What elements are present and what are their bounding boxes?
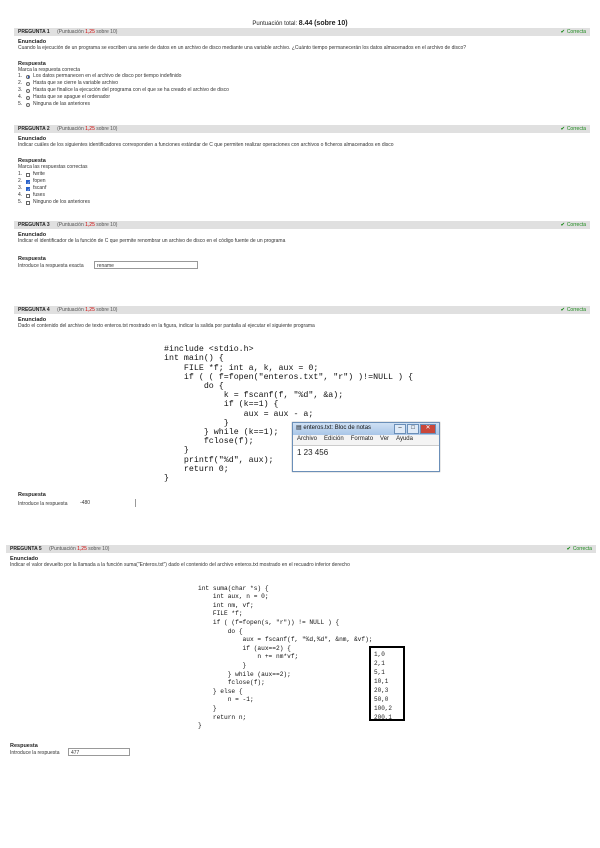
file-line: 100,2: [374, 705, 393, 712]
file-line: 20,3: [374, 687, 389, 694]
question-3-statement: Indicar el identificador de la función de C que permite renombrar un archivo de disco en el código fuente de un programa: [18, 238, 286, 244]
code-line: }: [164, 446, 189, 456]
code-line: }: [164, 418, 229, 428]
menu-item-formato[interactable]: Formato: [350, 436, 374, 443]
code-line: int main() {: [164, 354, 224, 364]
menu-item-ver[interactable]: Ver: [380, 436, 390, 443]
question-5-answer-heading: Respuesta: [10, 743, 38, 749]
code-line: } while (aux==2);: [198, 670, 291, 678]
close-icon[interactable]: ✕: [420, 424, 436, 434]
code-line: if (aux==2) {: [198, 644, 291, 652]
code-line: printf("%d", aux);: [164, 455, 274, 465]
option[interactable]: 1. fwrite: [18, 171, 45, 178]
notepad-title: enteros.txt: Bloc de notas: [303, 425, 372, 432]
question-5-points: (Puntuación 1,25 sobre 10): [49, 545, 110, 552]
question-1-statement-heading: Enunciado: [18, 39, 47, 45]
code-line: }: [198, 722, 202, 730]
check-icon: ✔: [560, 28, 565, 35]
question-5-statement: Indicar el valor devuelto por la llamada a la función suma("Enteros.txt") dado el contenido del archivo enteros.txt mostrado en el recuadro inferior derecho: [10, 562, 350, 568]
question-2-header: [14, 125, 590, 133]
question-1-header: [14, 28, 590, 36]
option[interactable]: 3. ✓ fscanf: [18, 185, 47, 192]
total-score-label: Puntuación total:: [252, 21, 298, 27]
radio-icon[interactable]: [26, 82, 30, 86]
question-3-instructions: Introduce la respuesta exacta: [18, 263, 84, 269]
notepad-titlebar: [293, 423, 439, 435]
option[interactable]: 4. Hasta que se apague el ordenador: [18, 94, 111, 101]
radio-selected-icon[interactable]: [26, 75, 30, 79]
menu-item-archivo[interactable]: Archivo: [297, 436, 318, 443]
question-5-status: ✔ Correcta: [566, 545, 592, 552]
code-line: } while (k==1);: [164, 428, 279, 438]
question-2-instructions: Marca las respuestas correctas: [18, 164, 88, 170]
question-3-answer-input[interactable]: rename: [94, 261, 198, 269]
maximize-icon[interactable]: □: [407, 424, 419, 434]
question-2-statement-heading: Enunciado: [18, 136, 47, 142]
question-3-status: ✔ Correcta: [560, 221, 586, 228]
question-2-options: [18, 171, 90, 206]
option[interactable]: 1. Los datos permanecen en el archivo de disco por tiempo indefinido: [18, 73, 182, 80]
code-line: FILE *f; int a, k, aux = 0;: [164, 363, 319, 373]
total-score-value: 8.44: [298, 20, 313, 27]
question-1-options: [18, 73, 229, 108]
checkbox-icon[interactable]: [26, 173, 30, 177]
file-line: 2,1: [374, 660, 385, 667]
menu-item-ayuda[interactable]: Ayuda: [396, 436, 413, 443]
code-line: FILE *f;: [198, 610, 243, 618]
checkbox-icon[interactable]: [26, 201, 30, 205]
question-5-statement-heading: Enunciado: [10, 556, 39, 562]
code-line: do {: [198, 627, 243, 635]
minimize-icon[interactable]: –: [394, 424, 406, 434]
code-line: do {: [164, 382, 224, 392]
check-icon: ✔: [566, 545, 571, 552]
file-line: 5,1: [374, 669, 385, 676]
question-2-status: ✔ Correcta: [560, 125, 586, 132]
checkbox-checked-icon[interactable]: ✓: [27, 186, 31, 192]
question-3-title: PREGUNTA 3: [18, 221, 50, 228]
radio-icon[interactable]: [26, 103, 30, 107]
file-line: 50,0: [374, 696, 389, 703]
file-contents-box: [369, 646, 405, 721]
code-line: n += nm*vf;: [198, 653, 299, 661]
question-1-status: ✔ Correcta: [560, 28, 586, 35]
question-3-answer-heading: Respuesta: [18, 256, 46, 262]
question-2-answer-heading: Respuesta: [18, 158, 46, 164]
code-line: }: [198, 661, 247, 669]
notepad-content[interactable]: 1 23 456: [297, 448, 329, 457]
notepad-menubar: [293, 435, 439, 446]
code-line: fclose(f);: [164, 437, 254, 447]
question-3-statement-heading: Enunciado: [18, 232, 47, 238]
option[interactable]: 3. Hasta que finalice la ejecución del programa con el que se ha creado el archivo de disco: [18, 87, 229, 94]
question-4-header: [14, 306, 590, 314]
question-1-instructions: Marca la respuesta correcta: [18, 67, 80, 73]
question-2-points: (Puntuación 1,25 sobre 10): [57, 125, 118, 132]
option[interactable]: 2. Hasta que se cierre la variable archivo: [18, 80, 119, 87]
file-line: 1,0: [374, 651, 385, 658]
question-4-statement-heading: Enunciado: [18, 317, 47, 323]
code-line: }: [198, 704, 217, 712]
question-1-points: (Puntuación 1,25 sobre 10): [57, 28, 118, 35]
option[interactable]: 5. Ninguna de las anteriores: [18, 101, 90, 108]
question-2-statement: Indicar cuáles de los siguientes identificadores corresponden a funciones estándar de C que permiten realizar operaciones con archivos o ficheros almacenados en disco: [18, 142, 394, 148]
file-line: 200,1: [374, 714, 393, 721]
question-5-instructions: Introduce la respuesta: [10, 750, 60, 756]
question-1-answer-heading: Respuesta: [18, 61, 46, 67]
menu-item-edicion[interactable]: Edición: [324, 436, 344, 443]
code-line: #include <stdio.h>: [164, 345, 254, 355]
notepad-window: [292, 422, 440, 472]
question-4-instructions: Introduce la respuesta: [18, 501, 68, 507]
question-5-title: PREGUNTA 5: [10, 545, 42, 552]
code-line: aux = fscanf(f, "%d,%d", &nm, &vf);: [198, 636, 373, 644]
question-3-points: (Puntuación 1,25 sobre 10): [57, 221, 118, 228]
question-4-status: ✔ Correcta: [560, 306, 586, 313]
radio-icon[interactable]: [26, 96, 30, 100]
question-4-answer-heading: Respuesta: [18, 492, 46, 498]
code-line: return 0;: [164, 464, 229, 474]
question-4-title: PREGUNTA 4: [18, 306, 50, 313]
question-4-answer-input[interactable]: -480: [78, 499, 136, 507]
notepad-icon: ▤: [296, 425, 302, 432]
code-line: }: [164, 474, 169, 484]
question-5-code: [198, 576, 373, 739]
check-icon: ✔: [560, 306, 565, 313]
radio-icon[interactable]: [26, 89, 30, 93]
code-line: k = fscanf(f, "%d", &a);: [164, 391, 344, 401]
option[interactable]: 2. ✓ fopen: [18, 178, 46, 185]
code-line: n = -1;: [198, 696, 254, 704]
code-line: int suma(char *s) {: [198, 584, 269, 592]
check-icon: ✔: [560, 221, 565, 228]
question-2-title: PREGUNTA 2: [18, 125, 50, 132]
question-1-title: PREGUNTA 1: [18, 28, 50, 35]
question-5-header: [6, 545, 596, 553]
option[interactable]: 4. fuses: [18, 192, 45, 199]
checkbox-icon[interactable]: [26, 194, 30, 198]
file-line: 10,1: [374, 678, 389, 685]
total-score-max: (sobre 10): [314, 20, 348, 27]
check-icon: ✔: [560, 125, 565, 132]
question-4-statement: Dado el contenido del archivo de texto enteros.txt mostrado en la figura, indicar la salida por pantalla al ejecutar el siguiente programa: [18, 323, 315, 329]
question-4-points: (Puntuación 1,25 sobre 10): [57, 306, 118, 313]
code-line: return n;: [198, 713, 247, 721]
code-line: aux = aux - a;: [164, 409, 314, 419]
code-line: if ( ( f=fopen("enteros.txt", "r") )!=NULL ) {: [164, 372, 413, 382]
code-line: int nm, vf;: [198, 601, 254, 609]
question-3-header: [14, 221, 590, 229]
checkbox-checked-icon[interactable]: ✓: [27, 179, 31, 185]
code-line: } else {: [198, 687, 243, 695]
code-line: int aux, n = 0;: [198, 593, 269, 601]
code-line: fclose(f);: [198, 679, 265, 687]
option[interactable]: 5. Ninguno de los anteriores: [18, 199, 90, 206]
code-line: if ( (f=fopen(s, "r")) != NULL ) {: [198, 618, 340, 626]
code-line: if (k==1) {: [164, 400, 279, 410]
question-1-statement: Cuando la ejecución de un programa se escriben una serie de datos en un archivo de disco mediante una variable archivo. ¿Cuánto tiempo permanecerán los datos almacenados en el archivo de disco?: [18, 45, 467, 51]
question-5-answer-input[interactable]: 477: [68, 748, 130, 756]
